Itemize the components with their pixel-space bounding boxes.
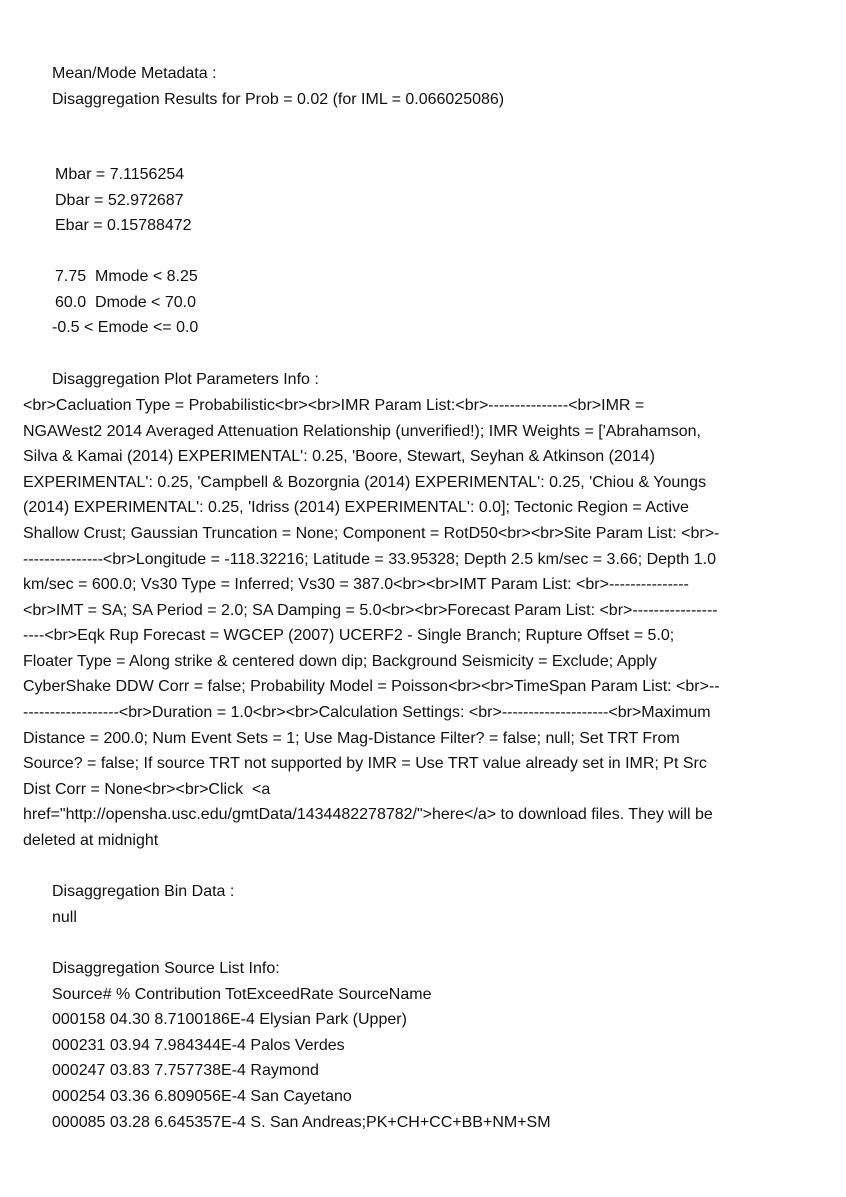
source-list-heading: Disaggregation Source List Info: — [52, 960, 280, 977]
source-row: 000158 04.30 8.7100186E-4 Elysian Park (Upper) — [52, 1011, 407, 1028]
plot-params-line: ---------------<br>Longitude = -118.32216; Latitude = 33.95328; Depth 2.5 km/sec = 3.66; Depth 1.0 — [23, 551, 716, 568]
plot-params-line: <br>Cacluation Type = Probabilistic<br><br>IMR Param List:<br>---------------<br>IMR = — [23, 397, 645, 414]
mmode-range: 7.75 Mmode < 8.25 — [55, 268, 198, 285]
plot-params-line: CyberShake DDW Corr = false; Probability Model = Poisson<br><br>TimeSpan Param List: <br>-- — [23, 678, 720, 695]
plot-params-line: ----<br>Eqk Rup Forecast = WGCEP (2007) UCERF2 - Single Branch; Rupture Offset = 5.0; — [23, 627, 675, 644]
dbar-value: Dbar = 52.972687 — [55, 192, 184, 209]
plot-params-line: Distance = 200.0; Num Event Sets = 1; Use Mag-Distance Filter? = false; null; Set TRT From — [23, 730, 680, 747]
source-row: 000247 03.83 7.757738E-4 Raymond — [52, 1062, 319, 1079]
plot-params-line: deleted at midnight — [23, 832, 159, 849]
emode-range: -0.5 < Emode <= 0.0 — [52, 319, 199, 336]
source-row: 000085 03.28 6.645357E-4 S. San Andreas;PK+CH+CC+BB+NM+SM — [52, 1114, 551, 1131]
plot-params-heading: Disaggregation Plot Parameters Info : — [52, 371, 319, 388]
plot-params-line: Floater Type = Along strike & centered down dip; Background Seismicity = Exclude; Apply — [23, 653, 657, 670]
plot-params-line: href="http://opensha.usc.edu/gmtData/1434482278782/">here</a> to download files. They will be — [23, 806, 713, 823]
plot-params-line: Shallow Crust; Gaussian Truncation = None; Component = RotD50<br><br>Site Param List: <br>- — [23, 525, 720, 542]
plot-params-line: Dist Corr = None<br><br>Click <a — [23, 781, 271, 798]
plot-params-line: EXPERIMENTAL': 0.25, 'Campbell & Bozorgnia (2014) EXPERIMENTAL': 0.25, 'Chiou & Youngs — [23, 474, 707, 491]
plot-params-line: NGAWest2 2014 Averaged Attenuation Relationship (unverified!); IMR Weights = ['Abrahamson, — [23, 423, 701, 440]
source-row: 000231 03.94 7.984344E-4 Palos Verdes — [52, 1037, 345, 1054]
plot-params-line: ------------------<br>Duration = 1.0<br><br>Calculation Settings: <br>--------------------<br>Maximum — [23, 704, 711, 721]
plot-params-line: Silva & Kamai (2014) EXPERIMENTAL': 0.25, 'Boore, Stewart, Seyhan & Atkinson (2014) — [23, 448, 655, 465]
source-list-columns: Source# % Contribution TotExceedRate SourceName — [52, 986, 432, 1003]
plot-params-line: km/sec = 600.0; Vs30 Type = Inferred; Vs30 = 387.0<br><br>IMT Param List: <br>--------------- — [23, 576, 689, 593]
results-line: Disaggregation Results for Prob = 0.02 (for IML = 0.066025086) — [52, 91, 505, 108]
plot-params-line: (2014) EXPERIMENTAL': 0.25, 'Idriss (2014) EXPERIMENTAL': 0.0]; Tectonic Region = Active — [23, 499, 689, 516]
dmode-range: 60.0 Dmode < 70.0 — [55, 294, 196, 311]
mean-mode-heading: Mean/Mode Metadata : — [52, 65, 217, 82]
plot-params-line: <br>IMT = SA; SA Period = 2.0; SA Damping = 5.0<br><br>Forecast Param List: <br>---------------- — [23, 602, 718, 619]
mbar-value: Mbar = 7.1156254 — [55, 166, 185, 183]
plot-params-line: Source? = false; If source TRT not supported by IMR = Use TRT value already set in IMR; Pt Src — [23, 755, 707, 772]
bin-data-value: null — [52, 909, 77, 926]
source-row: 000254 03.36 6.809056E-4 San Cayetano — [52, 1088, 352, 1105]
ebar-value: Ebar = 0.15788472 — [55, 217, 192, 234]
bin-data-heading: Disaggregation Bin Data : — [52, 883, 235, 900]
